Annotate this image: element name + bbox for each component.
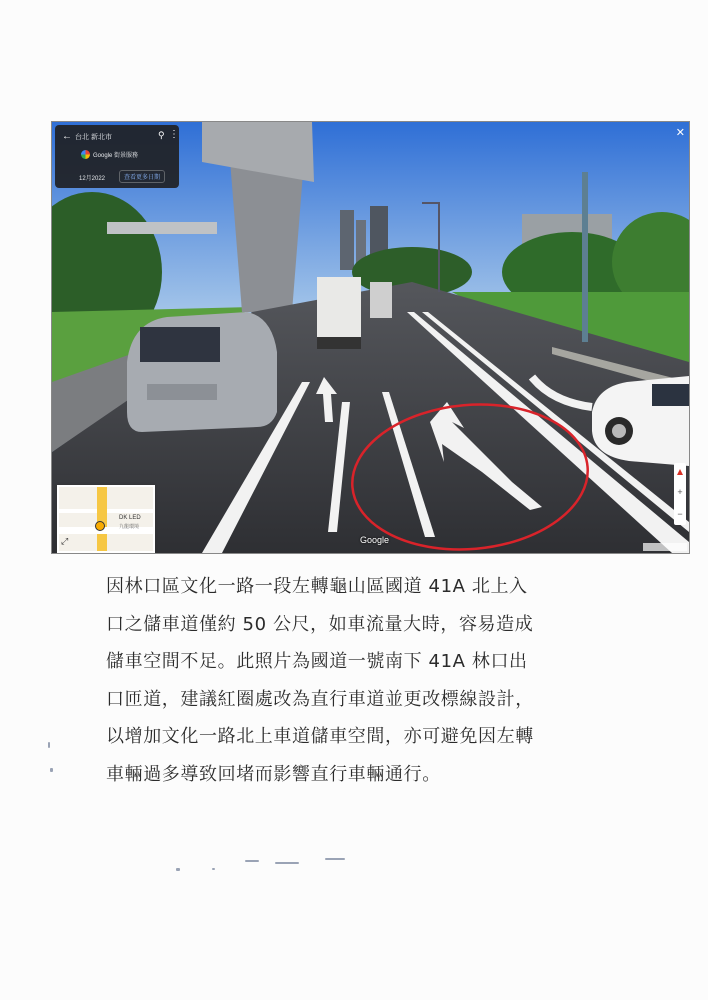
- paragraph-line: 儲車空間不足。此照片為國道一號南下 41A 林口出: [106, 651, 528, 672]
- sign-pole: [582, 172, 588, 342]
- overpass-ramp: [107, 222, 217, 234]
- scan-speck: [275, 862, 299, 864]
- truck: [317, 277, 361, 339]
- paragraph-line: 車輛過多導致回堵而影響直行車輛通行。: [106, 763, 441, 785]
- scan-speck: [325, 858, 345, 860]
- more-dates-button[interactable]: 查看更多日期: [119, 170, 165, 183]
- building: [340, 210, 354, 270]
- scan-speck: [48, 742, 50, 748]
- minivan-window: [140, 327, 220, 362]
- truck-bumper: [317, 337, 361, 349]
- map-attribution: [643, 543, 687, 551]
- compass-icon[interactable]: [677, 469, 683, 475]
- paragraph-line: 口之儲車道僅約 50 公尺，如車流量大時，容易造成: [106, 613, 534, 635]
- street-light-arm: [422, 202, 440, 204]
- street-view-info-panel: [55, 125, 179, 188]
- truck-far: [370, 282, 392, 318]
- white-car-window: [652, 384, 689, 406]
- expand-map-icon[interactable]: ⤢: [61, 537, 69, 547]
- minimap-highway: [97, 487, 107, 551]
- provider-row: [81, 150, 138, 159]
- more-options-icon[interactable]: ⋮: [169, 129, 179, 140]
- close-icon[interactable]: ✕: [675, 127, 685, 139]
- minimap-label: DK LED: [119, 515, 141, 521]
- white-car-rim: [612, 424, 626, 438]
- capture-date: 12月2022: [79, 176, 106, 182]
- location-label: 台北 新北市: [75, 134, 112, 141]
- paragraph-line: 口匝道，建議紅圈處改為直行車道並更改標線設計，: [106, 688, 534, 710]
- street-light: [438, 202, 440, 292]
- paragraph-line: 因林口區文化一路一段左轉龜山區國道 41A 北上入: [106, 576, 528, 597]
- scan-speck: [212, 868, 215, 870]
- map-pin-icon[interactable]: ⚲: [158, 130, 165, 140]
- google-watermark: Google: [360, 535, 390, 545]
- scan-speck: [176, 868, 180, 871]
- back-arrow-icon[interactable]: ←: [62, 131, 72, 142]
- zoom-in-icon[interactable]: +: [677, 487, 683, 497]
- minivan-plate-area: [147, 384, 217, 400]
- pegman-icon: [95, 521, 105, 531]
- minimap[interactable]: [57, 485, 155, 553]
- provider-label: Google 街景服務: [93, 153, 139, 159]
- scan-speck: [50, 768, 53, 772]
- minimap-sublabel: 九龍環境: [119, 524, 140, 530]
- google-logo-icon: [81, 150, 90, 159]
- paragraph-line: 以增加文化一路北上車道儲車空間，亦可避免因左轉: [106, 726, 534, 747]
- description-paragraph: [106, 568, 606, 793]
- zoom-out-icon[interactable]: −: [677, 509, 683, 519]
- zoom-control[interactable]: [674, 463, 686, 525]
- street-view-photo: [51, 121, 690, 554]
- scan-speck: [245, 860, 259, 862]
